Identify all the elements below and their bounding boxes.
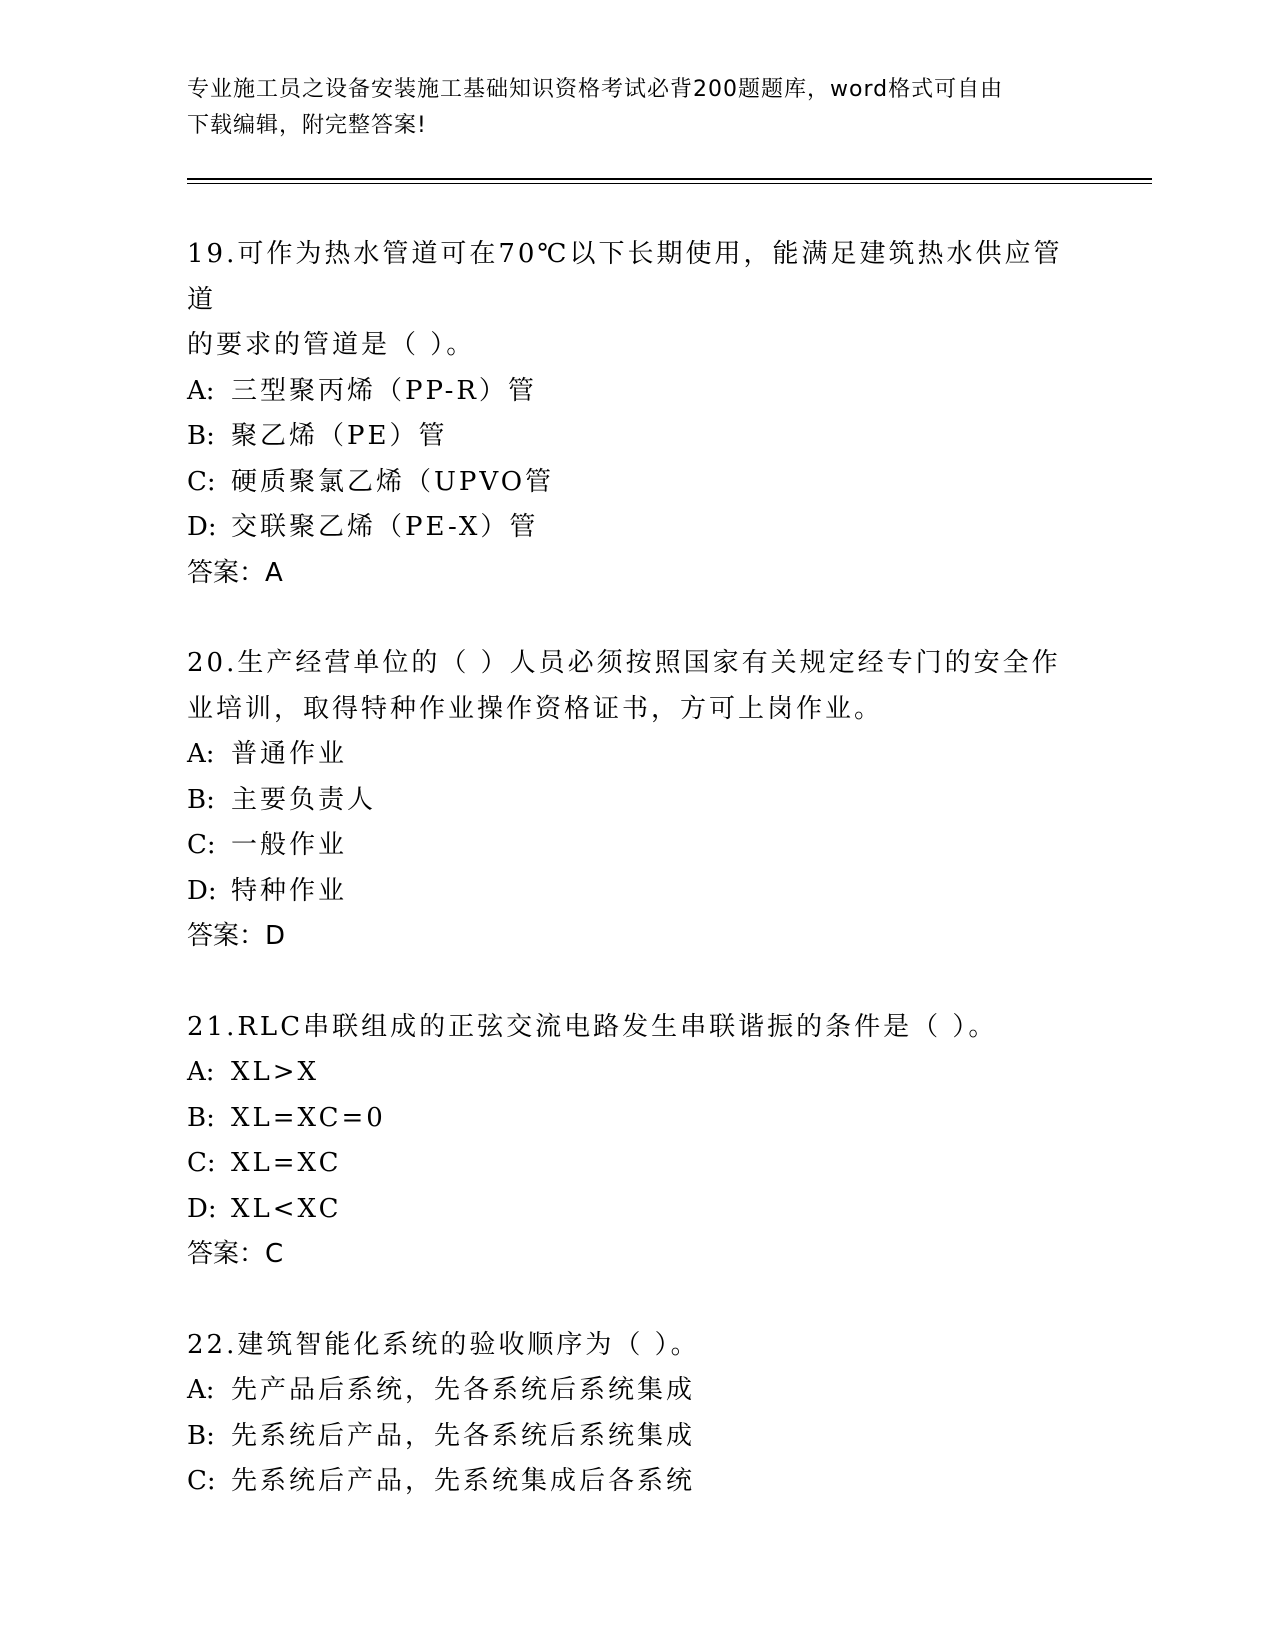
option-label: B: <box>187 1420 215 1451</box>
question-stem-line-1: 20.生产经营单位的（ ）人员必须按照国家有关规定经专门的安全作 <box>187 648 1061 678</box>
option-label: B: <box>187 1102 215 1133</box>
question-list <box>187 232 1107 1550</box>
answer-line: 答案：D <box>187 921 286 951</box>
option-text: 硬质聚氯乙烯（UPVO管 <box>231 466 555 497</box>
question-stem-line-1: 21.RLC串联组成的正弦交流电路发生串联谐振的条件是（ ）。 <box>187 1011 998 1042</box>
header-line-2: 下载编辑，附完整答案! <box>187 113 427 138</box>
option-a <box>187 369 1107 415</box>
option-text: 先产品后系统，先各系统后系统集成 <box>231 1375 696 1405</box>
option-text: 先系统后产品，先系统集成后各系统 <box>231 1466 696 1496</box>
option-label: C: <box>187 1466 216 1496</box>
question-22 <box>187 1323 1107 1505</box>
header-divider-thick <box>187 178 1152 180</box>
option-label: D: <box>187 875 217 906</box>
header-line-1: 专业施工员之设备安装施工基础知识资格考试必背200题题库，word格式可自由 <box>187 77 1004 102</box>
option-b <box>187 1414 1107 1460</box>
option-c <box>187 1141 1107 1187</box>
document-header <box>187 72 1087 144</box>
option-c <box>187 1459 1107 1505</box>
option-text: 聚乙烯（PE）管 <box>231 421 448 451</box>
option-label: A: <box>187 1375 215 1405</box>
question-stem-line-2: 的要求的管道是（ ）。 <box>187 330 476 360</box>
option-label: A: <box>187 375 215 406</box>
option-label: C: <box>187 466 216 497</box>
header-divider-thin <box>187 183 1152 184</box>
option-text: 三型聚丙烯（PP-R）管 <box>231 375 537 406</box>
option-text: XL=XC=0 <box>231 1102 386 1133</box>
option-label: B: <box>187 421 215 451</box>
question-stem-line-1: 19.可作为热水管道可在70℃以下长期使用，能满足建筑热水供应管道 <box>187 239 1063 315</box>
option-text: 交联聚乙烯（PE-X）管 <box>231 512 539 542</box>
option-a <box>187 732 1107 778</box>
option-text: 先系统后产品，先各系统后系统集成 <box>231 1420 696 1451</box>
option-label: D: <box>187 512 217 542</box>
option-d <box>187 505 1107 551</box>
option-d <box>187 869 1107 915</box>
option-b <box>187 414 1107 460</box>
option-text: XL>X <box>231 1057 320 1087</box>
option-label: B: <box>187 784 215 815</box>
option-text: XL<XC <box>231 1193 342 1224</box>
option-label: A: <box>187 739 215 769</box>
option-d <box>187 1187 1107 1233</box>
option-label: C: <box>187 830 216 860</box>
answer-line: 答案：A <box>187 557 283 588</box>
option-text: 普通作业 <box>231 739 348 769</box>
option-label: C: <box>187 1148 216 1178</box>
question-19 <box>187 232 1107 596</box>
option-label: D: <box>187 1193 217 1224</box>
option-b <box>187 1096 1107 1142</box>
option-text: 一般作业 <box>231 830 348 860</box>
option-b <box>187 778 1107 824</box>
option-a <box>187 1050 1107 1096</box>
option-text: 特种作业 <box>231 875 348 906</box>
question-21 <box>187 1005 1107 1278</box>
question-stem-line-1: 22.建筑智能化系统的验收顺序为（ ）。 <box>187 1329 700 1360</box>
option-a <box>187 1368 1107 1414</box>
answer-line: 答案：C <box>187 1239 284 1269</box>
option-c <box>187 460 1107 506</box>
question-20 <box>187 641 1107 960</box>
option-label: A: <box>187 1057 215 1087</box>
option-text: 主要负责人 <box>231 784 377 815</box>
option-c <box>187 823 1107 869</box>
question-stem-line-2: 业培训，取得特种作业操作资格证书，方可上岗作业。 <box>187 693 884 724</box>
option-text: XL=XC <box>231 1148 342 1178</box>
